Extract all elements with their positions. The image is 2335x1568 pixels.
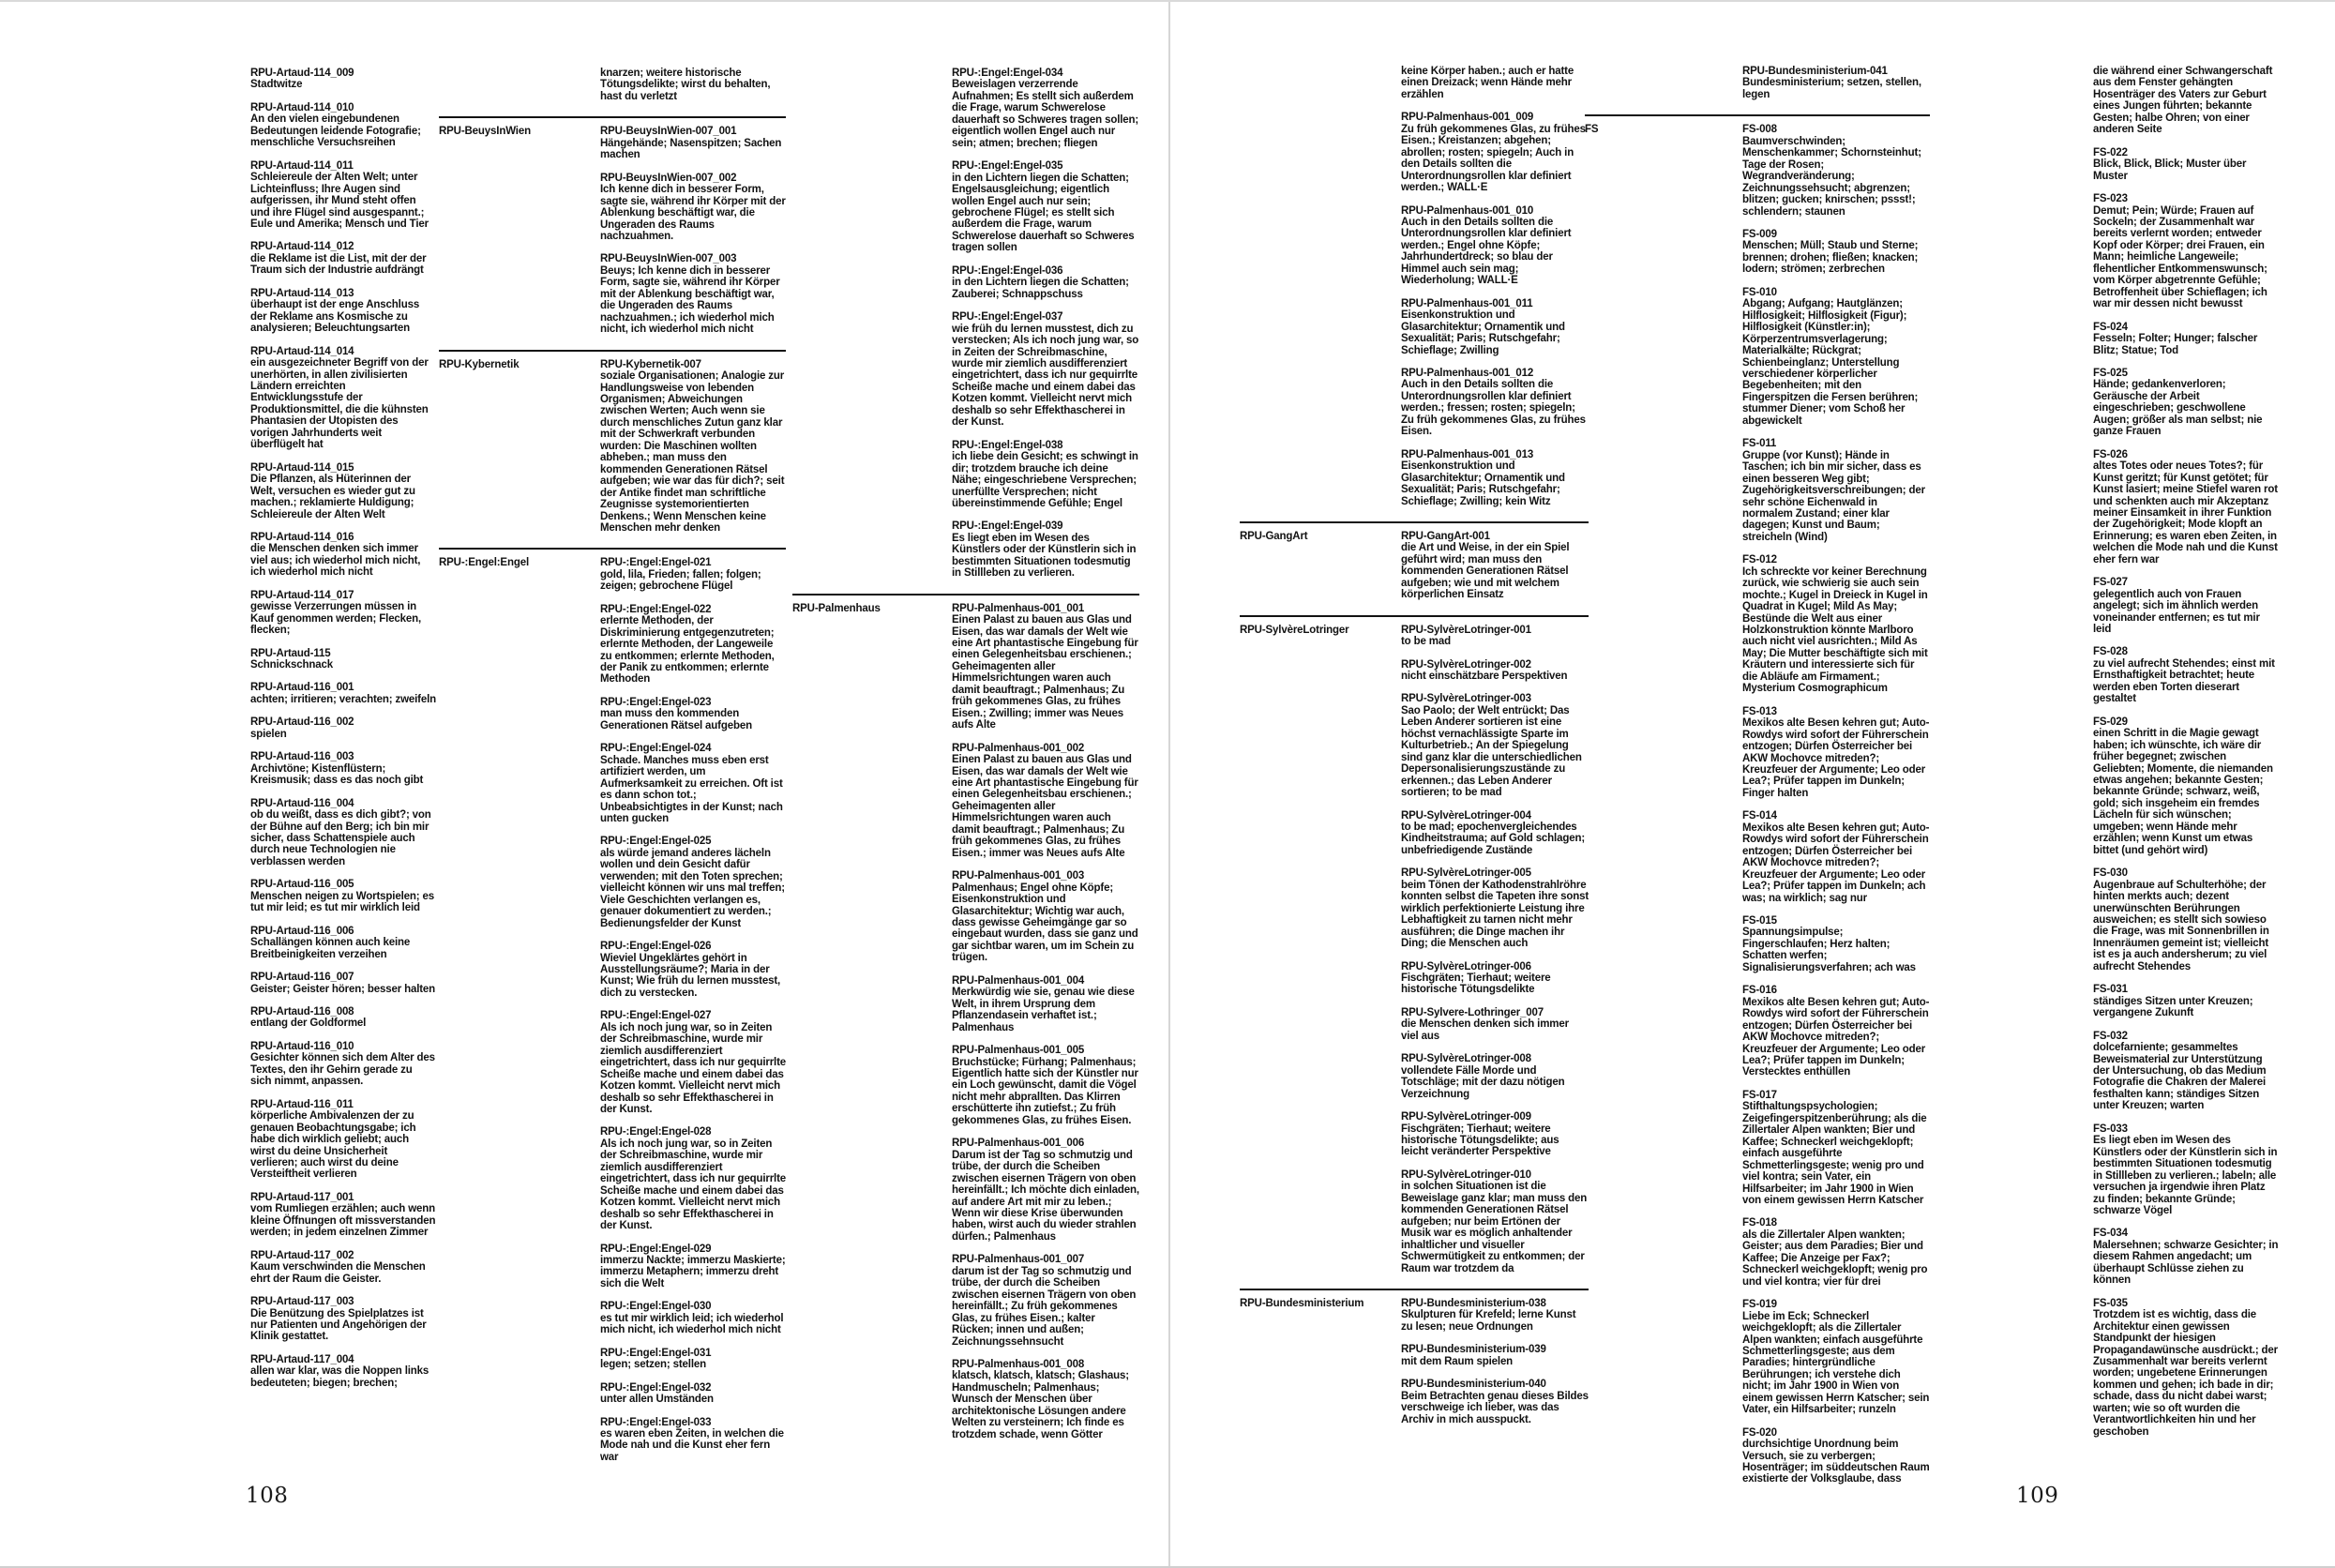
entry-id: RPU-Palmenhaus-001_008: [952, 1358, 1085, 1370]
index-section: [439, 557, 786, 1463]
entry-id: FS-014: [1742, 810, 1777, 822]
entry-id: RPU-Sylvere-Lothringer_007: [1401, 1006, 1544, 1018]
index-entry: RPU-Sylvere-Lothringer_007 die Menschen denken sich immer viel aus: [1401, 1007, 1589, 1042]
section-entries: [1742, 124, 1930, 1485]
index-section: [1240, 625, 1589, 1274]
index-entry: RPU-Kybernetik-007 soziale Organisationen; Analogie zur Handlungsweise von lebenden Organismen; Abweichungen zwischen Werten; Auch wenn sie durch menschliches Zutun ganz klar mit der Schwerkraft verbunden wurden: Die Maschinen wollten abheben.; man muss den kommenden Generationen Rätsel aufgeben; wie war das für dich?; seit der Antike findet man schriftliche Zeugnisse systemorientierten Denkens.; Wenn Menschen keine Menschen mehr denken: [600, 358, 785, 534]
entry-id: RPU-Palmenhaus-001_011: [1401, 297, 1533, 309]
index-entry: FS-034 Malersehnen; schwarze Gesichter; in diesem Rahmen angedacht; um überhaupt Schlüsse ziehen zu können: [2093, 1228, 2279, 1287]
section-rule: [439, 116, 786, 118]
entry-id: RPU-Palmenhaus-001_005: [952, 1045, 1085, 1057]
entry-id: RPU-Bundesministerium-038: [1401, 1297, 1546, 1309]
index-entry: RPU-:Engel:Engel-034 Beweislagen verzerrende Aufnahmen; Es stellt sich außerdem die Frage, warum Schwerelose dauerhaft so Schweres tragen sollen; eigentlich wollen Engel auch nur sein; atmen; brechen; fliegen: [952, 68, 1139, 149]
entry-id: RPU-Artaud-114_016: [250, 531, 354, 543]
index-entry: RPU-GangArt-001 die Art und Weise, in der ein Spiel geführt wird; man muss den kommenden Generationen Rätsel aufgeben; wie und mit welchem körperlichen Einsatz: [1401, 531, 1589, 601]
index-entry: RPU-Artaud-116_010 Gesichter können sich dem Alter des Textes, den ihr Gehirn gerade zu sich nimmt, anpassen.: [250, 1040, 435, 1088]
entry-id: RPU-:Engel:Engel-027: [600, 1010, 712, 1022]
entry-id: RPU-Palmenhaus-001_002: [952, 742, 1085, 754]
section-rule: [1585, 114, 1930, 116]
index-entry: RPU-:Engel:Engel-030 es tut mir wirklich leid; ich wiederhol mich nicht, ich wiederhol mich nicht: [600, 1301, 786, 1335]
index-column-2: [439, 68, 786, 1463]
index-column-3: [792, 68, 1139, 1440]
index-entry: RPU-Artaud-114_009 Stadtwitze: [250, 68, 436, 91]
index-entry: FS-017 Stifthaltungspsychologien; Zeigefingerspitzenberührung; als die Zillertaler Alpen wankten; Bier und Kaffee; Schneckerl weichgeklopft; einfach ausgeführte Schmetterlingsgeste; wenig pro und viel kontra; sein Vater, ein Hilfsarbeiter; im Jahr 1900 in Wien von einem gewissen Herrn Katscher: [1742, 1090, 1930, 1207]
index-entry-continuation: knarzen; weitere historische Tötungsdelikte; wirst du behalten, hast du verletzt: [600, 68, 771, 102]
entry-id: RPU-Artaud-115: [250, 647, 331, 659]
entry-id: FS-026: [2093, 448, 2128, 460]
index-entry: FS-031 ständiges Sitzen unter Kreuzen; vergangene Zukunft: [2093, 984, 2279, 1018]
index-entry: RPU-Bundesministerium-040 Beim Betrachten genau dieses Bildes verschweige ich lieber, was das Archiv in mich ausspuckt.: [1401, 1379, 1589, 1425]
entry-id: RPU-SylvèreLotringer-008: [1401, 1053, 1531, 1065]
index-entry: RPU-SylvèreLotringer-001 to be mad: [1401, 625, 1589, 648]
entry-id: RPU-SylvèreLotringer-002: [1401, 658, 1531, 671]
index-entry: RPU-Artaud-114_012 die Reklame ist die List, mit der der Traum sich der Industrie aufdrängt: [250, 241, 436, 276]
entry-id: FS-013: [1742, 705, 1777, 717]
entry-id: RPU-Palmenhaus-001_001: [952, 602, 1085, 614]
index-section: [1240, 531, 1589, 601]
entry-id: RPU-Palmenhaus-001_010: [1401, 204, 1534, 217]
section-label: RPU-BeuysInWien: [439, 126, 531, 138]
entry-id: RPU-:Engel:Engel-025: [600, 836, 712, 848]
index-entry: RPU-Artaud-116_011 körperliche Ambivalenzen der zu genauen Beobachtungsgabe; ich habe dich wirklich geliebt; auch wirst du deine Unsicherheit verlieren; auch wirst du deine Versteiftheit verlieren: [250, 1099, 436, 1181]
section-entries: [1401, 531, 1589, 601]
entry-id: FS-031: [2093, 984, 2128, 996]
section-entries: [600, 359, 786, 535]
index-entry: RPU-SylvèreLotringer-009 Fischgräten; Tierhaut; weitere historische Tötungsdelikte; aus leicht veränderter Perspektive: [1401, 1111, 1589, 1158]
entry-id: RPU-:Engel:Engel-039: [952, 520, 1063, 533]
index-entry: FS-011 Gruppe (vor Kunst); Hände in Taschen; ich bin mir sicher, dass es einen besseren Weg gibt; Zugehörigkeitsverschreibungen; der sehr schöne Eichenwald in normalem Zustand; einer klar dagegen; Kunst und Baum; streicheln (Wind): [1742, 438, 1930, 543]
entry-id: RPU-:Engel:Engel-023: [600, 696, 712, 708]
entry-id: FS-018: [1742, 1217, 1777, 1229]
index-entry: FS-020 durchsichtige Unordnung beim Versuch, sie zu verbergen; Hosenträger; im süddeutschen Raum existierte der Volksglaube, dass: [1742, 1426, 1930, 1485]
index-entry: FS-030 Augenbraue auf Schulterhöhe; der hinten merkts auch; dezent unerwünschten Berührungen ausweichen; es stellt sich sowieso die Frage, was mit Sonnenbrillen in Innenräumen gemeint ist; vielleicht ist es ja auch andersherum; zu viel aufrecht Stehendes: [2093, 867, 2279, 972]
index-entry: RPU-Artaud-114_011 Schleiereule der Alten Welt; unter Lichteinfluss; Ihre Augen sind aufgerissen, ihr Mund steht offen und ihre Flügel sind ausgespannt.; Eule und Amerika; Mensch und Tier: [250, 160, 436, 231]
index-entry: RPU-Palmenhaus-001_011 Eisenkonstruktion und Glasarchitektur; Ornamentik und Sexualität; Paris; Rutschgefahr; Schieflage; Zwilling: [1401, 298, 1589, 356]
index-entry: RPU-:Engel:Engel-032 unter allen Umständen: [600, 1382, 786, 1406]
index-entry: RPU-:Engel:Engel-026 Wieviel Ungeklärtes gehört in Ausstellungsräume?; Maria in der Kunst; Wie früh du lernen musstest, dich zu verstecken.: [600, 941, 786, 999]
index-entry: RPU-:Engel:Engel-028 Als ich noch jung war, so in Zeiten der Schreibmaschine, wurde mir ziemlich ausdifferenziert eingetrichtert, dass ich nur gequirrlte Scheiße mache und einem dabei das Kotzen kommt. Vielleicht nervt mich deshalb so sehr Effekthascherei in der Kunst.: [600, 1126, 787, 1232]
entry-id: RPU-Artaud-117_002: [250, 1249, 354, 1261]
index-entry: FS-027 gelegentlich auch von Frauen angelegt; sich im ähnlich werden voneinander entfernen; es tut mir leid: [2093, 577, 2279, 635]
index-entry: RPU-Artaud-114_013 überhaupt ist der enge Anschluss der Reklame ans Kosmische zu analysieren; Beleuchtungsarten: [250, 288, 436, 335]
entry-id: RPU-Artaud-114_015: [250, 461, 354, 474]
entry-id: RPU-Artaud-116_010: [250, 1040, 354, 1052]
index-entry: FS-033 Es liegt eben im Wesen des Künstlers oder der Künstlerin sich in bestimmten Situationen todesmutig in Stillleben zu verlieren.; labeln; alle versuchen ja irgendwie ihren Platz zu finden; bekannte Gründe; schwarze Vögel: [2093, 1123, 2278, 1216]
entry-id: RPU-Palmenhaus-001_007: [952, 1254, 1085, 1266]
entry-id: FS-009: [1742, 228, 1777, 240]
index-entry: FS-016 Mexikos alte Besen kehren gut; Auto-Rowdys wird sofort der Führerschein entzogen; Dürfen Österreicher bei AKW Mochovce mitreden?; Kreuzfeuer der Argumente; Leo oder Lea?; Prüfer tappen im Dunkeln; Verstecktes enthüllen: [1742, 985, 1930, 1078]
index-entry: RPU-BeuysInWien-007_002 Ich kenne dich in besserer Form, sagte sie, während ihr Körper mit der Ablenkung beschäftigt war, die Ungeraden des Raums nachzuahmen.: [600, 172, 786, 242]
index-entry: RPU-:Engel:Engel-039 Es liegt eben im Wesen des Künstlers oder der Künstlerin sich in bestimmten Situationen todesmutig in Stillleben zu verlieren.: [952, 520, 1139, 579]
entry-id: FS-030: [2093, 867, 2128, 880]
index-entry: RPU-SylvèreLotringer-002 nicht einschätzbare Perspektiven: [1401, 659, 1589, 683]
entry-id: RPU-Artaud-117_001: [250, 1191, 354, 1203]
index-entry: RPU-:Engel:Engel-037 wie früh du lernen musstest, dich zu verstecken; Als ich noch jung war, so in Zeiten der Schreibmaschine, wurde mir ziemlich ausdifferenziert eingetrichtert, dass ich nur gequirrlte Scheiße mache und einem dabei das Kotzen kommt. Vielleicht nervt mich deshalb so sehr Effekthascherei in der Kunst.: [952, 311, 1139, 429]
entry-id: RPU-Artaud-116_008: [250, 1006, 354, 1018]
page-number-left: 108: [246, 1484, 289, 1508]
entry-id: FS-035: [2093, 1297, 2128, 1309]
index-section: [792, 603, 1139, 1440]
entry-id: RPU-Palmenhaus-001_012: [1401, 367, 1534, 379]
entry-id: RPU-Artaud-116_007: [250, 972, 354, 984]
entry-id: FS-027: [2093, 577, 2128, 589]
entry-id: RPU-Artaud-114_013: [250, 287, 354, 299]
entry-id: RPU-:Engel:Engel-033: [600, 1416, 712, 1428]
section-rule: [439, 548, 786, 550]
entry-id: RPU-:Engel:Engel-031: [600, 1347, 712, 1359]
index-section: [439, 359, 786, 535]
section-continuation: [2093, 66, 2279, 1438]
section-rule: [1240, 521, 1589, 523]
section-entries: [600, 126, 786, 335]
index-entry: RPU-Palmenhaus-001_002 Einen Palast zu bauen aus Glas und Eisen, das war damals der Welt wie eine Art phantastische Eingebung für einen Gelegenheitsbau erschienen.; Geheimagenten aller Himmelsrichtungen waren auch damit beauftragt.; Palmenhaus; Zu früh gekommenes Glas, zu frühes Eisen.; immer was Neues aufs Alte: [952, 742, 1138, 859]
index-entry: FS-028 zu viel aufrecht Stehendes; einst mit Ernsthaftigkeit betrachtet; heute werden eben Torten dieserart gestaltet: [2093, 646, 2279, 704]
entry-id: FS-015: [1742, 915, 1777, 927]
index-entry: RPU-Artaud-114_015 Die Pflanzen, als Hüterinnen der Welt, versuchen es wieder gut zu machen.; reklamierte Huldigung; Schleiereule der Alten Welt: [250, 462, 436, 520]
index-entry: RPU-Palmenhaus-001_003 Palmenhaus; Engel ohne Köpfe; Eisenkonstruktion und Glasarchitektur; Wichtig war auch, dass gewisse Geheimgänge gar so eingebaut wurden, dass sie ganz und gar sichtbar waren, um im Schein zu trügen.: [952, 870, 1138, 964]
entry-id: RPU-Artaud-114_009: [250, 68, 354, 79]
index-entry: RPU-Artaud-117_003 Die Benützung des Spielplatzes ist nur Patienten und Angehörigen der Klinik gestattet.: [250, 1296, 436, 1343]
entry-id: RPU-:Engel:Engel-024: [600, 743, 712, 755]
index-column-1: [250, 68, 436, 1389]
entry-id: RPU-Artaud-114_011: [250, 159, 354, 172]
entry-id: RPU-:Engel:Engel-021: [600, 557, 712, 569]
entry-id: RPU-Bundesministerium-041: [1742, 66, 1888, 77]
section-rule: [1240, 615, 1589, 617]
entry-id: RPU-SylvèreLotringer-004: [1401, 809, 1531, 822]
entry-id: RPU-BeuysInWien-007_001: [600, 126, 737, 138]
index-entry: FS-010 Abgang; Aufgang; Hautglänzen; Hilflosigkeit; Hilflosigkeit (Figur); Hilflosigkeit (Künstler:in); Körperzentrumsverlagerung; Materialkälte; Rückgrat; Schienbeinglanz; Unterstellung verschiedener körperlicher Begebenheiten; mit den Fingerspitzen die Fersen berühren; stummer Diener; vom Schoß her abgewickelt: [1742, 287, 1930, 427]
section-entries: [952, 603, 1139, 1440]
index-entry: RPU-Palmenhaus-001_005 Bruchstücke; Fürhang; Palmenhaus; Eigentlich hatte sich der Künstler nur ein Loch gewünscht, damit die Vögel nicht mehr abprallten. Das Klirren erschütterte ihn zutiefst.; Zu früh gekommenes Glas, zu frühes Eisen.: [952, 1045, 1138, 1126]
entry-id: RPU-:Engel:Engel-037: [952, 311, 1063, 324]
entry-id: RPU-GangArt-001: [1401, 530, 1490, 542]
entry-id: FS-032: [2093, 1030, 2128, 1042]
entry-id: FS-019: [1742, 1299, 1777, 1311]
section-label: RPU-SylvèreLotringer: [1240, 624, 1349, 636]
entry-id: RPU-Artaud-116_005: [250, 879, 354, 891]
index-entry-continuation: die während einer Schwangerschaft aus dem Fenster gehängten Hosenträger des Vaters zur Geburt eines Jungen führten; bekannte Gesten; halbe Ohren; von einer anderen Seite: [2093, 66, 2273, 136]
index-entry: RPU-:Engel:Engel-022 erlernte Methoden, der Diskriminierung entgegenzutreten; erlernte Methoden, der Langeweile zu entkommen; erlernte Methoden, der Panik zu entkommen; erlernte Methoden: [600, 604, 786, 686]
index-entry: RPU-Artaud-114_014 ein ausgezeichneter Begriff von der unerhörten, in allen zivilisierten Ländern erreichten Entwicklungsstufe der Produktionsmittel, die die kühnsten Phantasien der Utopisten des vorigen Jahrhunderts weit überflügelt hat: [250, 346, 436, 451]
entry-id: RPU-:Engel:Engel-030: [600, 1301, 712, 1313]
entry-id: RPU-Artaud-114_014: [250, 345, 354, 357]
entry-id: RPU-Artaud-116_011: [250, 1098, 354, 1110]
entry-id: FS-025: [2093, 367, 2128, 379]
entry-id: RPU-BeuysInWien-007_002: [600, 172, 737, 184]
index-section: [1240, 1298, 1589, 1425]
entry-id: FS-008: [1742, 124, 1777, 136]
index-entry: RPU-:Engel:Engel-033 es waren eben Zeiten, in welchen die Mode nah und die Kunst eher fern war: [600, 1417, 786, 1464]
section-label: RPU-:Engel:Engel: [439, 557, 529, 569]
entry-id: RPU-:Engel:Engel-035: [952, 160, 1063, 173]
index-entry: FS-023 Demut; Pein; Würde; Frauen auf Sockeln; der Zusammenhalt war bereits verlernt worden; entweder Kopf oder Körper; drei Frauen, ein Mann; heimliche Langeweile; flehentlicher Entkommenswunsch; vom Körper abgetrennte Gefühle; Betroffenheit über Schieflagen; ich war mir dessen nicht bewusst: [2093, 193, 2279, 310]
entry-id: RPU-:Engel:Engel-029: [600, 1243, 712, 1255]
index-entry: FS-019 Liebe im Eck; Schneckerl weichgeklopft; als die Zillertaler Alpen wankten; einfach ausgeführte Schmetterlingsgeste; aus dem Paradies; hintergründliche Berührungen; ich verstehe dich nicht; im Jahr 1900 in Wien von einem gewissen Herrn Katscher; sein Vater, ein Hilfsarbeiter; runzeln: [1742, 1299, 1930, 1416]
section-label: FS: [1585, 124, 1599, 136]
entry-id: RPU-:Engel:Engel-028: [600, 1126, 712, 1138]
index-column-5: [1585, 66, 1930, 1485]
entry-id: FS-017: [1742, 1089, 1777, 1101]
index-entry: RPU-:Engel:Engel-036 in den Lichtern liegen die Schatten; Zauberei; Schnappschuss: [952, 265, 1139, 300]
entry-id: RPU-Bundesministerium-040: [1401, 1379, 1546, 1391]
index-entry: RPU-Artaud-116_004 ob du weißt, dass es dich gibt?; von der Bühne auf den Berg; ich bin mir sicher, dass Schattenspiele auch durch neue Technologien nie verblassen werden: [250, 798, 436, 868]
index-entry: RPU-Palmenhaus-001_006 Darum ist der Tag so schmutzig und trübe, der durch die Scheiben zwischen eisernen Trägern von oben hereinfällt.; Ich möchte dich einladen, auf andere Art mit mir zu leben.; Wenn wir diese Krise überwunden haben, wirst auch du wieder strahlen dürfen.; Palmenhaus: [952, 1138, 1139, 1243]
entry-id: RPU-:Engel:Engel-026: [600, 941, 712, 953]
entry-id: RPU-:Engel:Engel-036: [952, 264, 1063, 277]
entry-id: RPU-Artaud-116_003: [250, 751, 354, 763]
section-entries: [600, 557, 786, 1463]
index-entry: RPU-Artaud-116_006 Schallängen können auch keine Breitbeinigkeiten verzeihen: [250, 926, 436, 960]
index-entry: RPU-SylvèreLotringer-003 Sao Paolo; der Welt entrückt; Das Leben Anderer sortieren ist eine höchst vernachlässigte Sparte im Kulturbetrieb.; An der Spiegelung sind ganz klar die unterschiedlichen Depersonalisierungszustände zu erkennen.; das Leben Anderer sortieren; to be mad: [1401, 693, 1589, 798]
index-entry: RPU-:Engel:Engel-025 als würde jemand anderes lächeln wollen und dein Gesicht dafür verwenden; mit den Toten sprechen; vielleicht können wir uns mal treffen; Viele Geschichten verlangen es, genauer dokumentiert zu werden.; Bedienungsfelder der Kunst: [600, 836, 785, 929]
index-entry: RPU-Artaud-117_001 vom Rumliegen erzählen; auch wenn kleine Öffnungen oft missverstanden werden; in jedem einzelnen Zimmer: [250, 1191, 436, 1239]
entry-id: FS-011: [1742, 438, 1777, 450]
index-entry: RPU-:Engel:Engel-027 Als ich noch jung war, so in Zeiten der Schreibmaschine, wurde mir ziemlich ausdifferenziert eingetrichtert, dass ich nur gequirrlte Scheiße mache und einem dabei das Kotzen kommt. Vielleicht nervt mich deshalb so sehr Effekthascherei in der Kunst.: [600, 1010, 787, 1115]
index-entry: FS-025 Hände; gedankenverloren; Geräusche der Arbeit eingeschrieben; geschwollene Augen; größer als man selbst; nie ganze Frauen: [2093, 368, 2279, 438]
entry-id: RPU-Palmenhaus-001_013: [1401, 448, 1534, 460]
index-entry: FS-008 Baumverschwinden; Menschenkammer; Schornsteinhut; Tage der Rosen; Wegrandveränderung; Zeichnungssehsucht; abgrenzen; blitzen; gucken; knirschen; pssst!; schlendern; staunen: [1742, 124, 1930, 218]
index-entry: RPU-Artaud-114_017 gewisse Verzerrungen müssen in Kauf genommen werden; Flecken, flecken;: [250, 590, 436, 637]
index-entry: RPU-BeuysInWien-007_003 Beuys; Ich kenne dich in besserer Form, sagte sie, während ihr Körper mit der Ablenkung beschäftigt war, die Ungeraden des Raums nachzuahmen.; ich wiederhol mich nicht, ich wiederhol mich nicht: [600, 253, 786, 335]
index-entry: FS-026 altes Totes oder neues Totes?; für Kunst geritzt; für Kunst getötet; für Kunst lasiert; meine Stiefel waren rot und schenkten auch mir Akzeptanz meiner Einsamkeit in ihrer Funktion der Zugehörigkeit; Mode klopft an Erinnerung; es waren eben Zeiten, in welchen die Mode nah und die Kunst eher fern war: [2093, 448, 2278, 565]
index-entry: RPU-Bundesministerium-039 mit dem Raum spielen: [1401, 1344, 1589, 1367]
section-continuation: [600, 68, 786, 102]
index-entry: RPU-Palmenhaus-001_008 klatsch, klatsch, klatsch; Glashaus; Handmuscheln; Palmenhaus; Wunsch der Menschen über architektonische Lösungen andere Welten zu versteinern; Ich finde es trotzdem schade, wenn Götter: [952, 1359, 1139, 1440]
entry-id: RPU-:Engel:Engel-032: [600, 1381, 712, 1394]
index-entry: RPU-:Engel:Engel-038 ich liebe dein Gesicht; es schwingt in dir; trotzdem brauche ich deine Nähe; eingeschriebene Versprechen; unerfüllte Versprechen; nicht übereinstimmende Gefühle; Engel: [952, 439, 1138, 509]
index-entry: RPU-SylvèreLotringer-004 to be mad; epochenvergleichendes Kindheitstrauma; auf Gold schlagen; unbefriedigende Zustände: [1401, 810, 1589, 857]
index-entry: RPU-Palmenhaus-001_012 Auch in den Details sollten die Unterordnungsrollen klar definiert werden.; fressen; rosten; spiegeln; Zu früh gekommenes Glas, zu frühes Eisen.: [1401, 368, 1589, 438]
entry-id: FS-022: [2093, 146, 2128, 158]
entry-id: RPU-Palmenhaus-001_006: [952, 1138, 1085, 1150]
entry-id: RPU-:Engel:Engel-034: [952, 68, 1063, 79]
index-entry: RPU-BeuysInWien-007_001 Hängehände; Nasenspitzen; Sachen machen: [600, 126, 786, 160]
index-entry: RPU-:Engel:Engel-031 legen; setzen; stellen: [600, 1348, 786, 1371]
index-entry: RPU-Bundesministerium-038 Skulpturen für Krefeld; lerne Kunst zu lesen; neue Ordnungen: [1401, 1298, 1589, 1333]
index-column-6: [2093, 66, 2279, 1438]
index-entry: FS-014 Mexikos alte Besen kehren gut; Auto-Rowdys wird sofort der Führerschein entzogen; Dürfen Österreicher bei AKW Mochovce mitreden?; Kreuzfeuer der Argumente; Leo oder Lea?; Prüfer tappen im Dunkeln; ach was; na wirklich; sag nur: [1742, 810, 1930, 904]
entry-id: RPU-Artaud-117_003: [250, 1296, 354, 1308]
index-entry: FS-022 Blick, Blick, Blick; Muster über Muster: [2093, 147, 2279, 182]
index-entry: RPU-Artaud-116_008 entlang der Goldformel: [250, 1006, 436, 1030]
section-continuation: [1401, 66, 1589, 507]
entry-id: RPU-Palmenhaus-001_004: [952, 974, 1085, 987]
page-number-right: 109: [2016, 1484, 2059, 1508]
index-entry: RPU-Artaud-115 Schnickschnack: [250, 648, 436, 671]
index-entry: RPU-Palmenhaus-001_004 Merkwürdig wie sie, genau wie diese Welt, in ihrem Ursprung dem Pflanzendasein verhaftet ist.; Palmenhaus: [952, 975, 1139, 1033]
entry-id: RPU-Palmenhaus-001_003: [952, 870, 1085, 882]
entry-id: FS-024: [2093, 321, 2128, 333]
index-entry: FS-018 als die Zillertaler Alpen wankten; Geister; aus dem Paradies; Bier und Kaffee; Die Anzeige per Fax?; Schneckerl weichgeklopft; wenig pro und viel kontra; vier für drei: [1742, 1217, 1930, 1288]
entry-id: RPU-SylvèreLotringer-009: [1401, 1111, 1531, 1123]
section-continuation: [250, 68, 436, 1389]
index-entry: FS-013 Mexikos alte Besen kehren gut; Auto-Rowdys wird sofort der Führerschein entzogen; Dürfen Österreicher bei AKW Mochovce mitreden?; Kreuzfeuer der Argumente; Leo oder Lea?; Prüfer tappen im Dunkeln; Finger halten: [1742, 705, 1930, 799]
section-continuation: [952, 68, 1139, 580]
entry-id: RPU-SylvèreLotringer-010: [1401, 1168, 1531, 1181]
index-entry: FS-032 dolcefarniente; gesammeltes Beweismaterial zur Unterstützung der Untersuchung, ob das Medium Fotografie die Chakren der Malerei festhalten kann; ständiges Sitzen unter Kreuzen; warten: [2093, 1031, 2279, 1112]
index-entry: RPU-Bundesministerium-041 Bundesministerium; setzen, stellen, legen: [1742, 66, 1930, 100]
entry-id: FS-028: [2093, 646, 2128, 658]
entry-id: FS-016: [1742, 985, 1777, 997]
index-entry: FS-015 Spannungsimpulse; Fingerschlaufen; Herz halten; Schatten werfen; Signalisierungsverfahren; ach was: [1742, 915, 1930, 973]
index-entry: FS-035 Trotzdem ist es wichtig, dass die Architektur einen gewissen Standpunkt der hiesigen Propagandawünsche ausdrückt.; der Zusammenhalt war bereits verlernt worden; ungebetene Erinnerungen kommen und gehen; ich bade in dir; schade, dass du nicht dabei warst; warten; wie so oft wurden die Verantwortlichkeiten hin und her geschoben: [2093, 1297, 2278, 1438]
index-entry: FS-009 Menschen; Müll; Staub und Sterne; brennen; drohen; fließen; knacken; lodern; strömen; zerbrechen: [1742, 229, 1930, 276]
index-entry: RPU-:Engel:Engel-023 man muss den kommenden Generationen Rätsel aufgeben: [600, 697, 786, 731]
index-entry: RPU-Artaud-116_001 achten; irritieren; verachten; zweifeln: [250, 682, 437, 705]
section-label: RPU-Kybernetik: [439, 358, 520, 370]
index-entry: RPU-Artaud-116_002 spielen: [250, 716, 436, 740]
index-entry: RPU-Artaud-117_002 Kaum verschwinden die Menschen ehrt der Raum die Geister.: [250, 1250, 436, 1285]
section-continuation: [1742, 66, 1930, 100]
section-entries: [1401, 625, 1589, 1274]
index-entry: RPU-Artaud-117_004 allen war klar, was die Noppen links bedeuteten; biegen; brechen;: [250, 1354, 436, 1389]
entry-id: RPU-:Engel:Engel-038: [952, 439, 1063, 451]
entry-id: RPU-Kybernetik-007: [600, 358, 701, 370]
section-label: RPU-Palmenhaus: [792, 602, 881, 614]
section-entries: [1401, 1298, 1589, 1425]
entry-id: RPU-Artaud-116_002: [250, 716, 354, 729]
entry-id: FS-033: [2093, 1123, 2128, 1135]
entry-id: RPU-Artaud-116_004: [250, 797, 354, 809]
entry-id: RPU-Bundesministerium-039: [1401, 1344, 1546, 1356]
section-rule: [439, 350, 786, 352]
index-entry: RPU-Palmenhaus-001_010 Auch in den Details sollten die Unterordnungsrollen klar definiert werden.; Engel ohne Köpfe; Jahrhundertdreck; so blau der Himmel auch sein mag; Wiederholung; WALL·E: [1401, 205, 1589, 287]
entry-id: RPU-Artaud-116_001: [250, 682, 354, 694]
entry-id: RPU-Artaud-116_006: [250, 925, 354, 937]
index-entry: FS-029 einen Schritt in die Magie gewagt haben; ich wünschte, ich wäre dir früher begegnet; zwischen Geliebten; Momente, die niemanden etwas angehen; bekannte Gesten; bekannte Gründe; schwarz, weiß, gold; sich insgeheim ein fremdes Lächeln für sich wünschen; umgeben; wenn Hände mehr erzählen; wenn Kunst um etwas bittet (und gehört wird): [2093, 716, 2279, 856]
index-entry: RPU-SylvèreLotringer-010 in solchen Situationen ist die Beweislage ganz klar; man muss den kommenden Generationen Rätsel aufgeben; nur beim Ertönen der Musik war es möglich anhaltender inhaltlicher und visueller Schwermütigkeit zu entkommen; der Raum war trotzdem da: [1401, 1168, 1588, 1274]
page-divider: [1168, 2, 1170, 1568]
index-entry: RPU-Artaud-114_016 die Menschen denken sich immer viel aus; ich wiederhol mich nicht, ich wiederhol mich nicht: [250, 532, 436, 579]
index-entry: RPU-Palmenhaus-001_009 Zu früh gekommenes Glas, zu frühes Eisen.; Kreistanzen; abgehen; abrollen; rosten; spiegeln; Auch in den Details sollten die Unterordnungsrollen klar definiert werden.; WALL·E: [1401, 112, 1589, 193]
entry-id: FS-010: [1742, 286, 1777, 298]
index-entry: RPU-Artaud-114_010 An den vielen eingebundenen Bedeutungen leidende Fotografie; menschliche Versuchsreihen: [250, 102, 436, 149]
index-entry: RPU-Palmenhaus-001_007 darum ist der Tag so schmutzig und trübe, der durch die Scheiben zwischen eisernen Trägern von oben hereinfällt.; Zu früh gekommenes Glas, zu frühes Eisen.; kalter Rücken; innen und außen; Zeichnungssehnsucht: [952, 1254, 1139, 1348]
entry-id: FS-034: [2093, 1228, 2128, 1240]
index-entry: FS-024 Fesseln; Folter; Hunger; falscher Blitz; Statue; Tod: [2093, 322, 2279, 356]
entry-id: FS-023: [2093, 193, 2128, 205]
entry-id: FS-020: [1742, 1426, 1777, 1439]
entry-id: RPU-BeuysInWien-007_003: [600, 253, 737, 265]
entry-id: RPU-SylvèreLotringer-001: [1401, 624, 1531, 636]
entry-id: RPU-Artaud-114_010: [250, 101, 354, 113]
entry-id: RPU-SylvèreLotringer-006: [1401, 960, 1531, 972]
entry-id: RPU-Palmenhaus-001_009: [1401, 112, 1534, 124]
index-entry: RPU-:Engel:Engel-021 gold, lila, Frieden; fallen; folgen; zeigen; gebrochene Flügel: [600, 557, 786, 592]
section-label: RPU-Bundesministerium: [1240, 1297, 1364, 1309]
index-entry: RPU-Palmenhaus-001_001 Einen Palast zu bauen aus Glas und Eisen, das war damals der Welt wie eine Art phantastische Eingebung für einen Gelegenheitsbau erschienen.; Geheimagenten aller Himmelsrichtungen waren auch damit beauftragt.; Palmenhaus; Zu früh gekommenes Glas, zu frühes Eisen.; Zwilling; immer was Neues aufs Alte: [952, 602, 1138, 731]
entry-id: RPU-Artaud-114_017: [250, 589, 354, 601]
entry-id: RPU-SylvèreLotringer-005: [1401, 867, 1531, 880]
index-entry: RPU-Artaud-116_005 Menschen neigen zu Wortspielen; es tut mir leid; es tut mir wirklich leid: [250, 879, 436, 913]
index-entry: RPU-:Engel:Engel-035 in den Lichtern liegen die Schatten; Engelsausgleichung; eigentlich wollen Engel auch nur sein; gebrochene Flügel; es stellt sich außerdem die Frage, warum Schwerelose dauerhaft so Schweres tragen sollen: [952, 160, 1139, 254]
index-entry: RPU-SylvèreLotringer-006 Fischgräten; Tierhaut; weitere historische Tötungsdelikte: [1401, 961, 1589, 996]
entry-id: RPU-SylvèreLotringer-003: [1401, 693, 1531, 705]
index-entry: RPU-:Engel:Engel-024 Schade. Manches muss eben erst artifiziert werden, um Aufmerksamkeit zu erreichen. Oft ist es dann schon tot.; Unbeabsichtigtes in der Kunst; nach unten gucken: [600, 743, 786, 824]
section-rule: [1240, 1289, 1589, 1290]
section-label: RPU-GangArt: [1240, 530, 1308, 542]
entry-id: RPU-Artaud-117_004: [250, 1353, 354, 1365]
index-entry: RPU-Artaud-116_007 Geister; Geister hören; besser halten: [250, 972, 436, 995]
section-rule: [792, 594, 1139, 596]
entry-id: FS-029: [2093, 716, 2128, 728]
index-entry: RPU-SylvèreLotringer-008 vollendete Fälle Morde und Totschläge; mit der dazu nötigen Verzeichnung: [1401, 1053, 1589, 1100]
index-entry: RPU-SylvèreLotringer-005 beim Tönen der Kathodenstrahlröhre konnten selbst die Tapeten ihre sonst wirklich perfektionierte Leistung ihre Lebhaftigkeit zu tarnen nicht mehr ausführen; die Dinge machen ihr Ding; die Menschen auch: [1401, 867, 1589, 950]
index-entry: FS-012 Ich schreckte vor keiner Berechnung zurück, wie schwierig sie auch sein mochte.; Kugel in Dreieck in Kugel in Quadrat in Kugel; Mild As May; Bestünde die Welt aus einer Holzkonstruktion könnte Marlboro auch nicht viel ausrichten.; Mild As May; Die Mutter beschäftigte sich mit Kräutern und interessierte sich für die Abläufe am Firmament.; Mysterium Cosmographicum: [1742, 554, 1930, 694]
entry-id: FS-012: [1742, 554, 1777, 566]
index-section: [439, 126, 786, 335]
index-section: [1585, 124, 1930, 1485]
entry-id: RPU-:Engel:Engel-022: [600, 603, 712, 615]
index-entry: RPU-Artaud-116_003 Archivtöne; Kistenflüstern; Kreismusik; dass es das noch gibt: [250, 751, 436, 786]
index-entry: RPU-:Engel:Engel-029 immerzu Nackte; immerzu Maskierte; immerzu Metaphern; immerzu dreht sich die Welt: [600, 1243, 786, 1289]
entry-id: RPU-Artaud-114_012: [250, 241, 354, 253]
index-entry-continuation: keine Körper haben.; auch er hatte einen Dreizack; wenn Hände mehr erzählen: [1401, 66, 1574, 100]
index-column-4: [1240, 66, 1589, 1425]
index-entry: RPU-Palmenhaus-001_013 Eisenkonstruktion und Glasarchitektur; Ornamentik und Sexualität; Paris; Rutschgefahr; Schieflage; Zwilling; kein Witz: [1401, 449, 1589, 507]
